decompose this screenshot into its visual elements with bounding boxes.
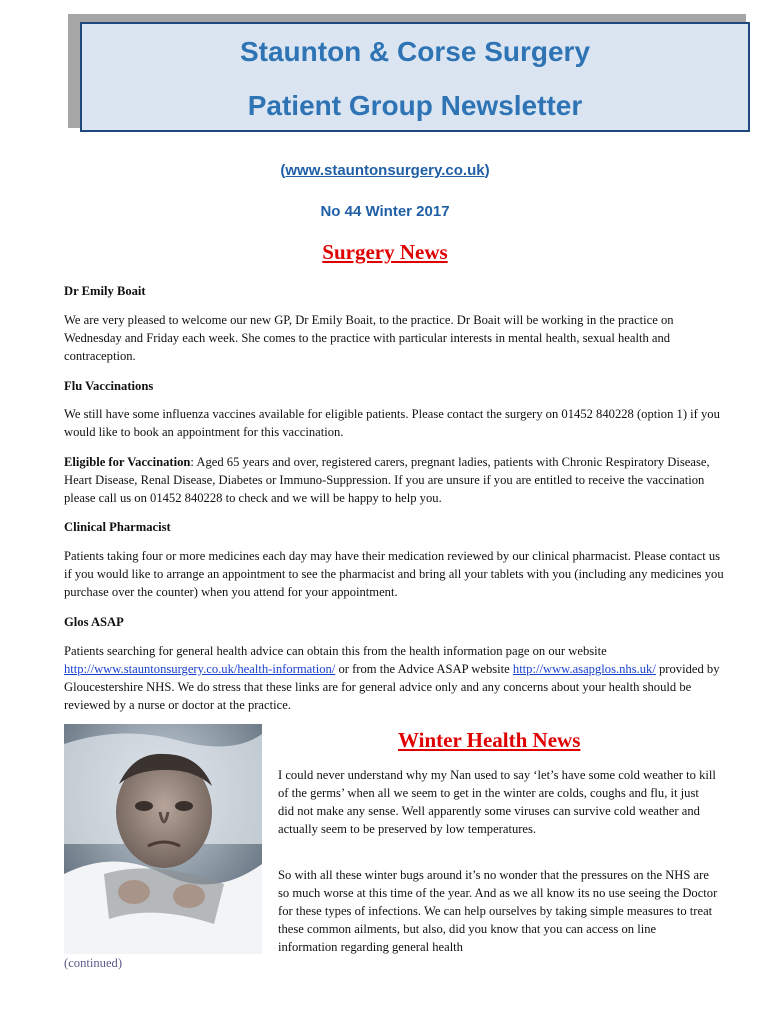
gp-paragraph: We are very pleased to welcome our new GP, Dr Emily Boait, to the practice. Dr Boait will be working in the practice on Wednesday and Friday each week. She comes to the practice with particular interests in mental health, sexual health and contraception. [64,313,674,363]
flu-title: Flu Vaccinations [64,379,154,393]
gp-title: Dr Emily Boait [64,284,146,298]
sick-man-photo [64,724,262,954]
asap-paragraph [64,642,724,714]
newsletter-title: Patient Group Newsletter [247,90,583,121]
flu-paragraph: We still have some influenza vaccines available for eligible patients. Please contact the surgery on 01452 840228 (option 1) if you would like to book an appointment for this vaccination. [64,407,720,439]
eligible-text: : Aged 65 years and over, registered carers, pregnant ladies, patients with Chronic Respiratory Disease, Heart Disease, Renal Disease, Diabetes or Immuno-Suppression. If you are unsure if you are entitled to receive the vaccination please call us on 01452 840228 to check and we will be happy to help you. [64,455,710,505]
photo-caption: (continued) [64,956,123,970]
sick-man-illustration [64,724,262,954]
winter-news-heading: Winter Health News [398,728,581,752]
asap-title: Glos ASAP [64,615,124,629]
website-close-paren: ) [484,162,490,179]
asap-text-3: provided by Gloucestershire NHS. We do stress that these links are for general advice only and any concerns about your health should be reviewed by a nurse or doctor at the practice. [64,662,720,712]
winter-paragraph-1: I could never understand why my Nan used to say ‘let’s have some cold weather to kill of the germs’ when all we seem to get in the winter are colds, coughs and flu, it just did not make any sense. Well apparently some viruses can survive cold weather and actually seem to be preserved by low temperatures. [278,768,716,836]
website-line [0,162,770,179]
surgery-name: Staunton & Corse Surgery [239,36,591,67]
surgery-news-heading: Surgery News [322,240,448,264]
pharmacist-paragraph: Patients taking four or more medicines each day may have their medication reviewed by our clinical pharmacist. Please contact us if you would like to arrange an appointment to see the pharmacist and bring all your tablets with you (including any medicines you purchase over the counter) when you attend for your appointment. [64,549,724,599]
asap-text-2: or from the Advice ASAP website [335,662,513,676]
eligible-paragraph [64,453,724,507]
surgery-health-info-link[interactable]: http://www.stauntonsurgery.co.uk/health-information/ [64,662,336,676]
winter-paragraph-2: So with all these winter bugs around it’s no wonder that the pressures on the NHS are so much worse at this time of the year. And as we all know its no use seeing the Doctor for these types of infections. We can help ourselves by taking simple measures to treat these common ailments, but also, did you know that you can access on line information regarding general health [278,868,718,954]
gp-section [64,282,724,300]
issue-number: No 44 Winter 2017 [320,203,450,220]
asap-glos-link[interactable]: http://www.asapglos.nhs.uk/ [512,662,656,676]
website-open-paren: ( [280,162,286,179]
website-link[interactable]: www.stauntonsurgery.co.uk [285,162,485,179]
asap-text-1: Patients searching for general health advice can obtain this from the health information page on our website [64,644,607,658]
pharmacist-title: Clinical Pharmacist [64,520,171,534]
newsletter-title-box [80,22,750,132]
eligible-label: Eligible for Vaccination [64,455,191,469]
